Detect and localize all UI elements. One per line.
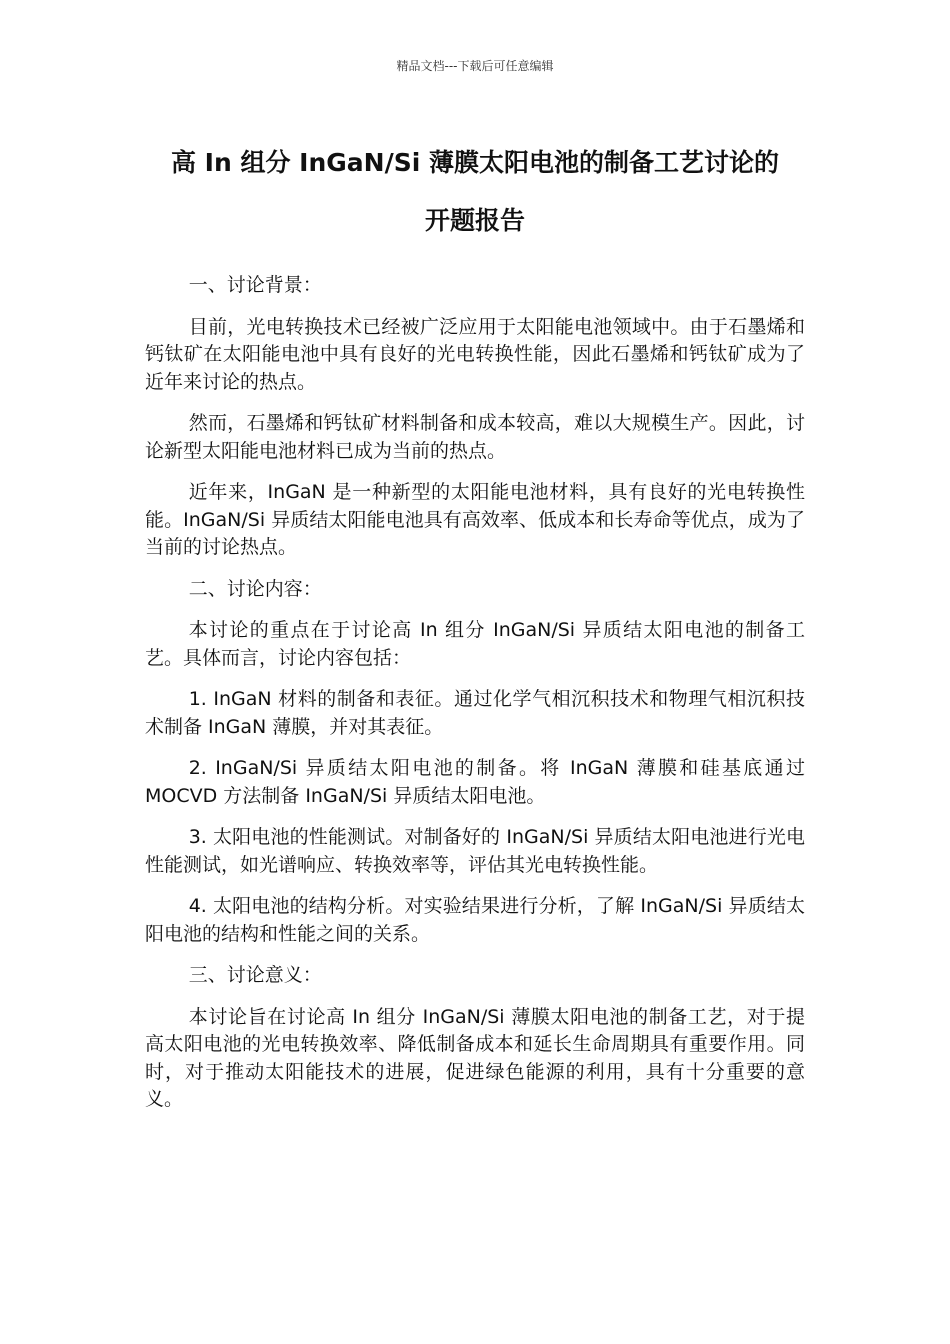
paragraph: 近年来，InGaN 是一种新型的太阳能电池材料，具有良好的光电转换性能。InGaN/Si 异质结太阳能电池具有高效率、低成本和长寿命等优点，成为了当前的讨论热点。 bbox=[145, 481, 805, 558]
page-header: 精品文档---下载后可任意编辑 bbox=[396, 59, 554, 73]
list-item: 3. 太阳电池的性能测试。对制备好的 InGaN/Si 异质结太阳电池进行光电性能测试，如光谱响应、转换效率等，评估其光电转换性能。 bbox=[145, 826, 805, 876]
document-title bbox=[140, 134, 810, 250]
paragraph: 本讨论的重点在于讨论高 In 组分 InGaN/Si 异质结太阳电池的制备工艺。具体而言，讨论内容包括： bbox=[145, 619, 805, 669]
document-body bbox=[145, 272, 805, 1128]
title-line-1: 高 In 组分 InGaN/Si 薄膜太阳电池的制备工艺讨论的 bbox=[170, 148, 780, 177]
paragraph: 本讨论旨在讨论高 In 组分 InGaN/Si 薄膜太阳电池的制备工艺，对于提高太阳电池的光电转换效率、降低制备成本和延长生命周期具有重要作用。同时，对于推动太阳能技术的进展，促进绿色能源的利用，具有十分重要的意义。 bbox=[145, 1005, 805, 1110]
paragraph: 然而，石墨烯和钙钛矿材料制备和成本较高，难以大规模生产。因此，讨论新型太阳能电池材料已成为当前的热点。 bbox=[145, 412, 805, 462]
list-item: 2. InGaN/Si 异质结太阳电池的制备。将 InGaN 薄膜和硅基底通过 MOCVD 方法制备 InGaN/Si 异质结太阳电池。 bbox=[145, 757, 805, 807]
section-heading-content: 二、讨论内容： bbox=[188, 577, 322, 600]
paragraph: 目前，光电转换技术已经被广泛应用于太阳能电池领域中。由于石墨烯和钙钛矿在太阳能电池中具有良好的光电转换性能，因此石墨烯和钙钛矿成为了近年来讨论的热点。 bbox=[145, 315, 805, 393]
title-line-2: 开题报告 bbox=[424, 206, 525, 235]
list-item: 1. InGaN 材料的制备和表征。通过化学气相沉积技术和物理气相沉积技术制备 InGaN 薄膜，并对其表征。 bbox=[145, 688, 805, 738]
section-heading-background: 一、讨论背景： bbox=[188, 274, 322, 296]
section-heading-significance: 三、讨论意义： bbox=[188, 964, 322, 986]
list-item: 4. 太阳电池的结构分析。对实验结果进行分析，了解 InGaN/Si 异质结太阳电池的结构和性能之间的关系。 bbox=[145, 895, 805, 945]
